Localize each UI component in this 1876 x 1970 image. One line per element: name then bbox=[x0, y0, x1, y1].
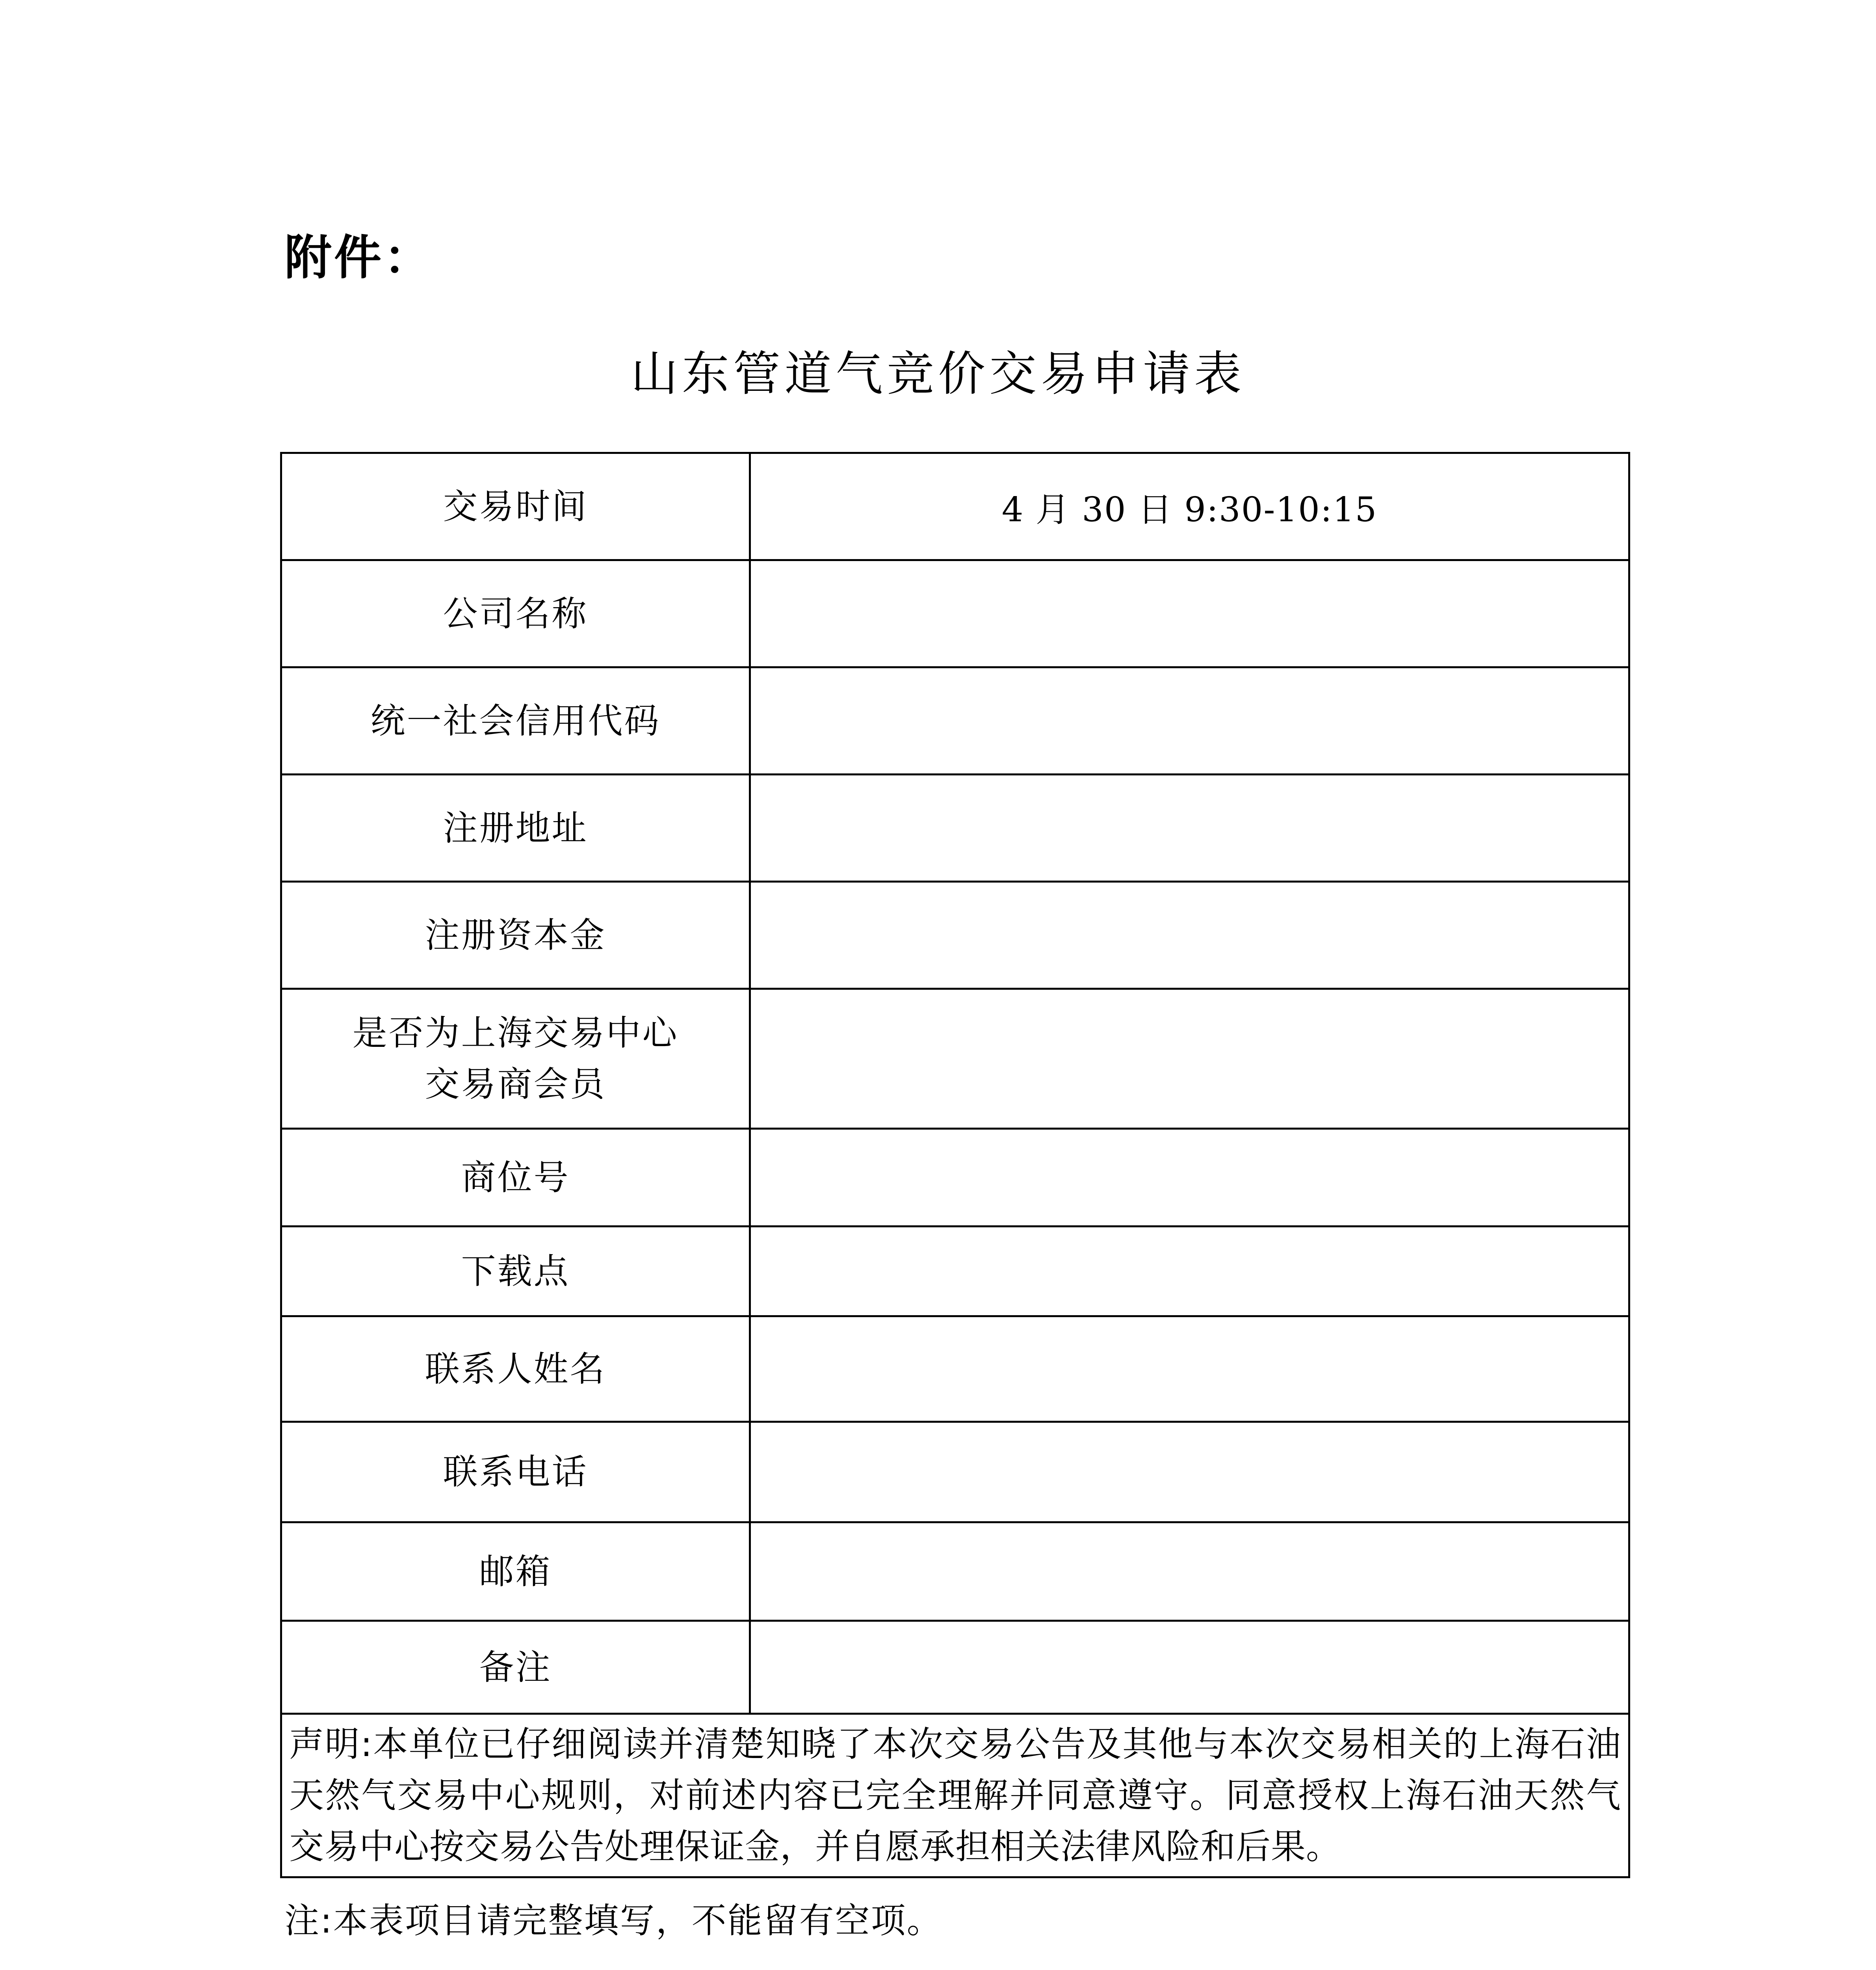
row-label-registered-capital: 注册资本金 bbox=[281, 882, 750, 989]
statement-text: 声明:本单位已仔细阅读并清楚知晓了本次交易公告及其他与本次交易相关的上海石油天然气交易中心规则，对前述内容已完全理解并同意遵守。同意授权上海石油天然气交易中心按交易公告处理保证金，并自愿承担相关法律风险和后果。 bbox=[281, 1714, 1629, 1877]
row-label-contact-name: 联系人姓名 bbox=[281, 1316, 750, 1422]
table-row-statement bbox=[281, 1714, 1629, 1877]
table-row-offtake-point bbox=[281, 1227, 1629, 1316]
row-label-remarks: 备注 bbox=[281, 1621, 750, 1714]
row-label-booth-number: 商位号 bbox=[281, 1129, 750, 1227]
table-row-member-status bbox=[281, 989, 1629, 1129]
table-row-email bbox=[281, 1522, 1629, 1621]
row-label-offtake-point: 下载点 bbox=[281, 1227, 750, 1316]
email-field[interactable] bbox=[750, 1522, 1629, 1621]
row-label-credit-code: 统一社会信用代码 bbox=[281, 667, 750, 775]
registered-address-field[interactable] bbox=[750, 775, 1629, 882]
booth-number-field[interactable] bbox=[750, 1129, 1629, 1227]
row-label-member-status-line2: 交易商会员 bbox=[425, 1064, 606, 1104]
table-row-contact-name bbox=[281, 1316, 1629, 1422]
form-title: 山东管道气竞价交易申请表 bbox=[631, 347, 1245, 401]
fill-note: 注:本表项目请完整填写，不能留有空项。 bbox=[284, 1900, 943, 1941]
member-status-field[interactable] bbox=[750, 989, 1629, 1129]
table-row-company-name bbox=[281, 560, 1629, 667]
table-row-booth-number bbox=[281, 1129, 1629, 1227]
row-label-member-status bbox=[281, 989, 750, 1129]
application-form-table bbox=[280, 452, 1630, 1878]
row-label-member-status-line1: 是否为上海交易中心 bbox=[352, 1013, 679, 1053]
table-row-contact-phone bbox=[281, 1422, 1629, 1522]
row-label-contact-phone: 联系电话 bbox=[281, 1422, 750, 1522]
offtake-point-field[interactable] bbox=[750, 1227, 1629, 1316]
row-label-registered-address: 注册地址 bbox=[281, 775, 750, 882]
table-row-trade-time bbox=[281, 453, 1629, 560]
attachment-label: 附件： bbox=[284, 230, 433, 285]
row-label-email: 邮箱 bbox=[281, 1522, 750, 1621]
table-row-credit-code bbox=[281, 667, 1629, 775]
remarks-field[interactable] bbox=[750, 1621, 1629, 1714]
contact-phone-field[interactable] bbox=[750, 1422, 1629, 1522]
trade-time-value: 4 月 30 日 9:30-10:15 bbox=[750, 453, 1629, 560]
registered-capital-field[interactable] bbox=[750, 882, 1629, 989]
contact-name-field[interactable] bbox=[750, 1316, 1629, 1422]
table-row-registered-capital bbox=[281, 882, 1629, 989]
row-label-trade-time: 交易时间 bbox=[281, 453, 750, 560]
credit-code-field[interactable] bbox=[750, 667, 1629, 775]
row-label-company-name: 公司名称 bbox=[281, 560, 750, 667]
table-row-registered-address bbox=[281, 775, 1629, 882]
table-row-remarks bbox=[281, 1621, 1629, 1714]
company-name-field[interactable] bbox=[750, 560, 1629, 667]
